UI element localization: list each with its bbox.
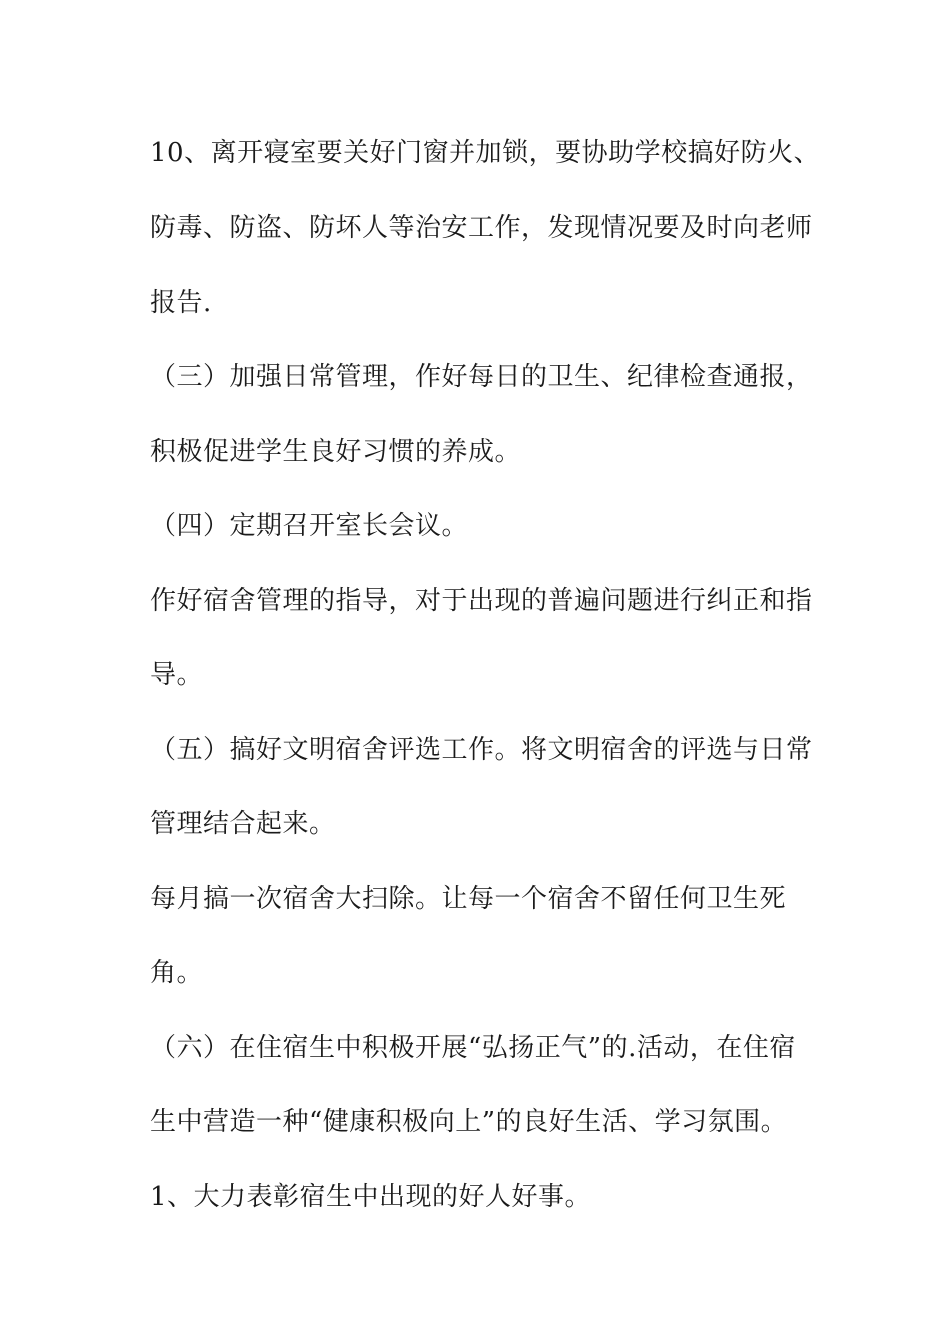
text-line: 1、大力表彰宿生中出现的好人好事。 <box>150 1182 592 1212</box>
text-line: 作好宿舍管理的指导，对于出现的普遍问题进行纠正和指 <box>150 586 813 616</box>
text-line: 10、离开寝室要关好门窗并加锁，要协助学校搞好防火、 <box>150 138 821 168</box>
text-line: 生中营造一种“健康积极向上”的良好生活、学习氛围。 <box>150 1107 788 1137</box>
text-line: （四）定期召开室长会议。 <box>150 511 469 541</box>
text-line: 防毒、防盗、防坏人等治安工作，发现情况要及时向老师 <box>150 213 813 243</box>
text-line: （三）加强日常管理，作好每日的卫生、纪律检查通报， <box>150 362 813 392</box>
text-line: 导。 <box>150 660 204 690</box>
text-line: 每月搞一次宿舍大扫除。让每一个宿舍不留任何卫生死 <box>150 884 787 914</box>
text-line: （六）在住宿生中积极开展“弘扬正气”的.活动，在住宿 <box>150 1033 796 1063</box>
text-line: 管理结合起来。 <box>150 809 336 839</box>
text-line: （五）搞好文明宿舍评选工作。将文明宿舍的评选与日常 <box>150 735 813 765</box>
text-line: 积极促进学生良好习惯的养成。 <box>150 437 522 467</box>
text-line: 角。 <box>150 958 204 988</box>
text-line: 报告. <box>150 288 212 318</box>
